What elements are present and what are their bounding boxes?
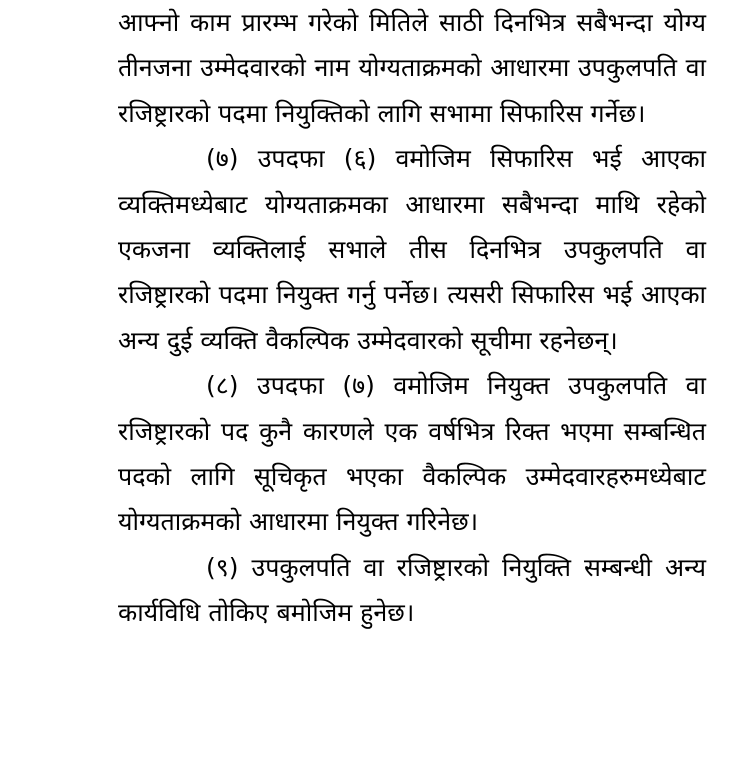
paragraph-continuation: आफ्नो काम प्रारम्भ गरेको मितिले साठी दिनभित्र सबैभन्दा योग्य तीनजना उम्मेदवारको नाम योग्यताक्रमको आधारमा उपकुलपति वा रजिष्ट्रारको पदमा नियुक्तिको लागि सभामा सिफारिस गर्नेछ। bbox=[118, 8, 706, 128]
paragraph-clause-9: (९) उपकुलपति वा रजिष्ट्रारको नियुक्ति सम्बन्धी अन्य कार्यविधि तोकिए बमोजिम हुनेछ। bbox=[118, 552, 706, 628]
paragraph-clause-8: (८) उपदफा (७) वमोजिम नियुक्त उपकुलपति वा रजिष्ट्रारको पद कुनै कारणले एक वर्षभित्र रिक्त भएमा सम्बन्धित पदको लागि सूचिकृत भएका वैकल्पिक उम्मेदवारहरुमध्येबाट योग्यताक्रमको आधारमा नियुक्त गरिनेछ। bbox=[118, 371, 706, 537]
document-body bbox=[118, 0, 706, 636]
paragraph-clause-7: (७) उपदफा (६) वमोजिम सिफारिस भई आएका व्यक्तिमध्येबाट योग्यताक्रमका आधारमा सबैभन्दा माथि रहेको एकजना व्यक्तिलाई सभाले तीस दिनभित्र उपकुलपति वा रजिष्ट्रारको पदमा नियुक्त गर्नु पर्नेछ। त्यसरी सिफारिस भई आएका अन्य दुई व्यक्ति वैकल्पिक उम्मेदवारको सूचीमा रहनेछन्। bbox=[118, 144, 706, 355]
